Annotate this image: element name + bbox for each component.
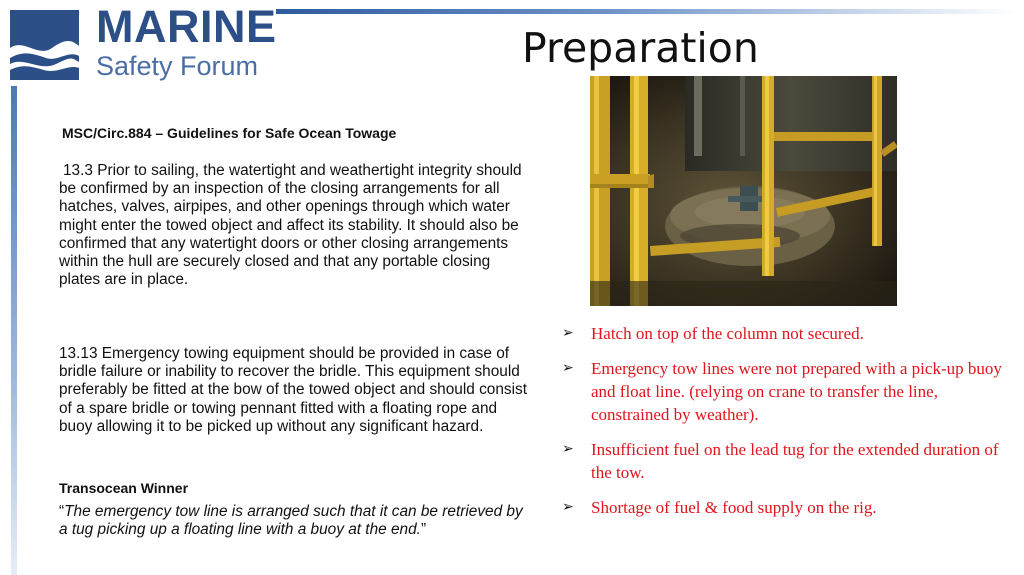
finding-text: Hatch on top of the column not secured. bbox=[591, 324, 864, 343]
hatch-photo bbox=[590, 76, 897, 306]
logo-word-marine: MARINE bbox=[96, 1, 277, 52]
finding-item bbox=[562, 322, 1002, 345]
arrow-bullet-icon: ➢ bbox=[562, 325, 574, 341]
side-accent-bar bbox=[11, 86, 17, 575]
quote-text: The emergency tow line is arranged such that it can be retrieved by a tug picking up a floating line with a buoy at the end. bbox=[59, 503, 523, 539]
vessel-quote bbox=[59, 503, 529, 539]
finding-text: Shortage of fuel & food supply on the rig. bbox=[591, 498, 877, 517]
arrow-bullet-icon: ➢ bbox=[562, 441, 574, 457]
quote-open-mark: “ bbox=[59, 503, 65, 520]
logo-wave-icon bbox=[10, 10, 79, 80]
marine-safety-forum-logo bbox=[10, 1, 277, 84]
findings-list bbox=[562, 322, 1002, 531]
arrow-bullet-icon: ➢ bbox=[562, 360, 574, 376]
hatch-photo-illustration bbox=[590, 76, 897, 306]
guideline-paragraph-13-3: 13.3 Prior to sailing, the watertight and weathertight integrity should be confirmed by an inspection of the closing arrangements for all hatches, valves, airpipes, and other openings through which water might enter the towed object and affect its stability. It should also be confirmed that any watertight doors or other closing arrangements within the hull are securely closed and that any portable closing plates are in place. bbox=[59, 162, 522, 289]
finding-item bbox=[562, 357, 1002, 426]
finding-text: Insufficient fuel on the lead tug for the extended duration of the tow. bbox=[591, 440, 999, 482]
logo-word-safety-forum: Safety Forum bbox=[96, 51, 259, 81]
finding-item bbox=[562, 438, 1002, 484]
guideline-paragraph-13-13: 13.13 Emergency towing equipment should be provided in case of bridle failure or inability to recover the bridle. This equipment should preferably be fitted at the bow of the towed object and should consist of a spare bridle or towing pennant fitted with a floating rope and buoy allowing it to be picked up without any significant hazard. bbox=[59, 345, 528, 435]
guideline-heading: MSC/Circ.884 – Guidelines for Safe Ocean Towage bbox=[62, 125, 397, 141]
finding-text: Emergency tow lines were not prepared with a pick-up buoy and float line. (relying on crane to transfer the line, constrained by weather). bbox=[591, 359, 1002, 424]
slide-title: Preparation bbox=[522, 24, 759, 72]
arrow-bullet-icon: ➢ bbox=[562, 499, 574, 515]
quote-close-mark: ” bbox=[420, 521, 427, 539]
vessel-heading: Transocean Winner bbox=[59, 480, 189, 496]
finding-item bbox=[562, 496, 1002, 519]
header-rule bbox=[276, 9, 1016, 14]
